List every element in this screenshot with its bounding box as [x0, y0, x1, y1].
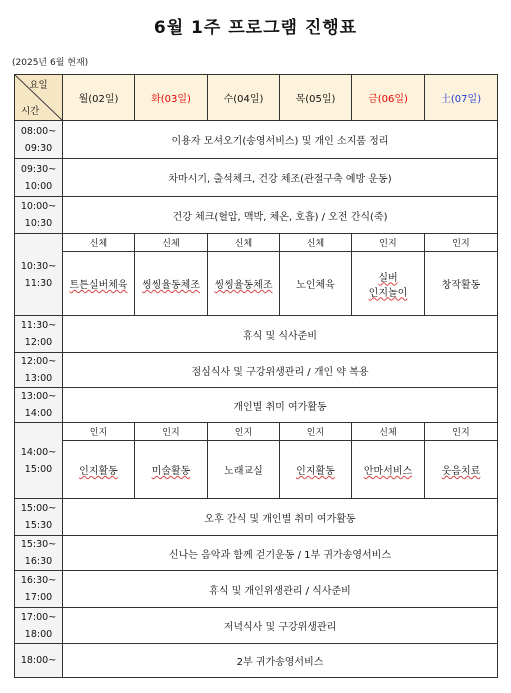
day-header: 土(07일) [425, 75, 498, 121]
program-cell: 미술활동 [135, 441, 208, 499]
activity-cell: 점심식사 및 구강위생관리 / 개인 약 복용 [63, 353, 498, 388]
schedule-row [15, 499, 498, 536]
time-cell: 09:30~ 10:00 [15, 159, 63, 197]
activity-cell: 2부 귀가송영서비스 [63, 644, 498, 678]
day-header: 목(05일) [280, 75, 352, 121]
category-cell: 신체 [135, 234, 208, 252]
category-cell: 인지 [208, 423, 280, 441]
program-cell: 씽씽율동체조 [208, 252, 280, 316]
program-cell: 노래교실 [208, 441, 280, 499]
corner-day-label: 요일 [29, 80, 48, 91]
corner-time-label: 시간 [21, 106, 40, 117]
corner-header [15, 75, 63, 121]
activity-cell: 휴식 및 개인위생관리 / 식사준비 [63, 571, 498, 608]
schedule-table [14, 74, 498, 678]
schedule-row [15, 159, 498, 197]
page-title: 6월 1주 프로그램 진행표 [153, 18, 358, 38]
program-cell: 씽씽율동체조 [135, 252, 208, 316]
schedule-row [15, 353, 498, 388]
header-row [15, 75, 498, 121]
program-cell: 실버 인지놀이 [352, 252, 425, 316]
day-header: 금(06일) [352, 75, 425, 121]
time-cell: 18:00~ [15, 644, 63, 678]
schedule-row [15, 197, 498, 234]
category-cell: 인지 [425, 423, 498, 441]
program-cell: 웃음치료 [425, 441, 498, 499]
category-cell: 인지 [135, 423, 208, 441]
category-cell: 신체 [63, 234, 135, 252]
program-cell: 창작활동 [425, 252, 498, 316]
program-row [15, 252, 498, 316]
schedule-row [15, 536, 498, 571]
schedule-row [15, 608, 498, 644]
time-cell: 11:30~ 12:00 [15, 316, 63, 353]
program-cell: 인지활동 [280, 441, 352, 499]
category-cell: 인지 [280, 423, 352, 441]
category-cell: 신체 [208, 234, 280, 252]
activity-cell: 저녁식사 및 구강위생관리 [63, 608, 498, 644]
activity-cell: 휴식 및 식사준비 [63, 316, 498, 353]
day-header: 수(04일) [208, 75, 280, 121]
day-header: 화(03일) [135, 75, 208, 121]
activity-cell: 이용자 모셔오기(송영서비스) 및 개인 소지품 정리 [63, 121, 498, 159]
time-cell: 13:00~ 14:00 [15, 388, 63, 423]
activity-cell: 신나는 음악과 함께 걷기운동 / 1부 귀가송영서비스 [63, 536, 498, 571]
day-header: 월(02일) [63, 75, 135, 121]
schedule-row [15, 644, 498, 678]
activity-cell: 차마시기, 출석체크, 건강 체조(관절구축 예방 운동) [63, 159, 498, 197]
program-cell: 트튼실버체육 [63, 252, 135, 316]
time-cell: 10:00~ 10:30 [15, 197, 63, 234]
schedule-row [15, 388, 498, 423]
schedule-row [15, 316, 498, 353]
activity-cell: 개인별 취미 여가활동 [63, 388, 498, 423]
date-note: (2025년 6월 현재) [12, 58, 89, 68]
category-cell: 인지 [352, 234, 425, 252]
time-cell: 08:00~ 09:30 [15, 121, 63, 159]
category-row [15, 234, 498, 252]
category-row [15, 423, 498, 441]
program-row [15, 441, 498, 499]
schedule-row [15, 121, 498, 159]
category-cell: 인지 [425, 234, 498, 252]
time-cell: 17:00~ 18:00 [15, 608, 63, 644]
category-cell: 신체 [352, 423, 425, 441]
schedule-row [15, 571, 498, 608]
time-cell: 14:00~ 15:00 [15, 423, 63, 499]
program-cell: 노인체육 [280, 252, 352, 316]
activity-cell: 오후 간식 및 개인별 취미 여가활동 [63, 499, 498, 536]
program-cell: 인지활동 [63, 441, 135, 499]
program-cell: 안마서비스 [352, 441, 425, 499]
time-cell: 12:00~ 13:00 [15, 353, 63, 388]
time-cell: 15:00~ 15:30 [15, 499, 63, 536]
category-cell: 신체 [280, 234, 352, 252]
time-cell: 16:30~ 17:00 [15, 571, 63, 608]
time-cell: 15:30~ 16:30 [15, 536, 63, 571]
activity-cell: 건강 체크(혈압, 맥박, 체온, 호흡) / 오전 간식(죽) [63, 197, 498, 234]
time-cell: 10:30~ 11:30 [15, 234, 63, 316]
category-cell: 인지 [63, 423, 135, 441]
